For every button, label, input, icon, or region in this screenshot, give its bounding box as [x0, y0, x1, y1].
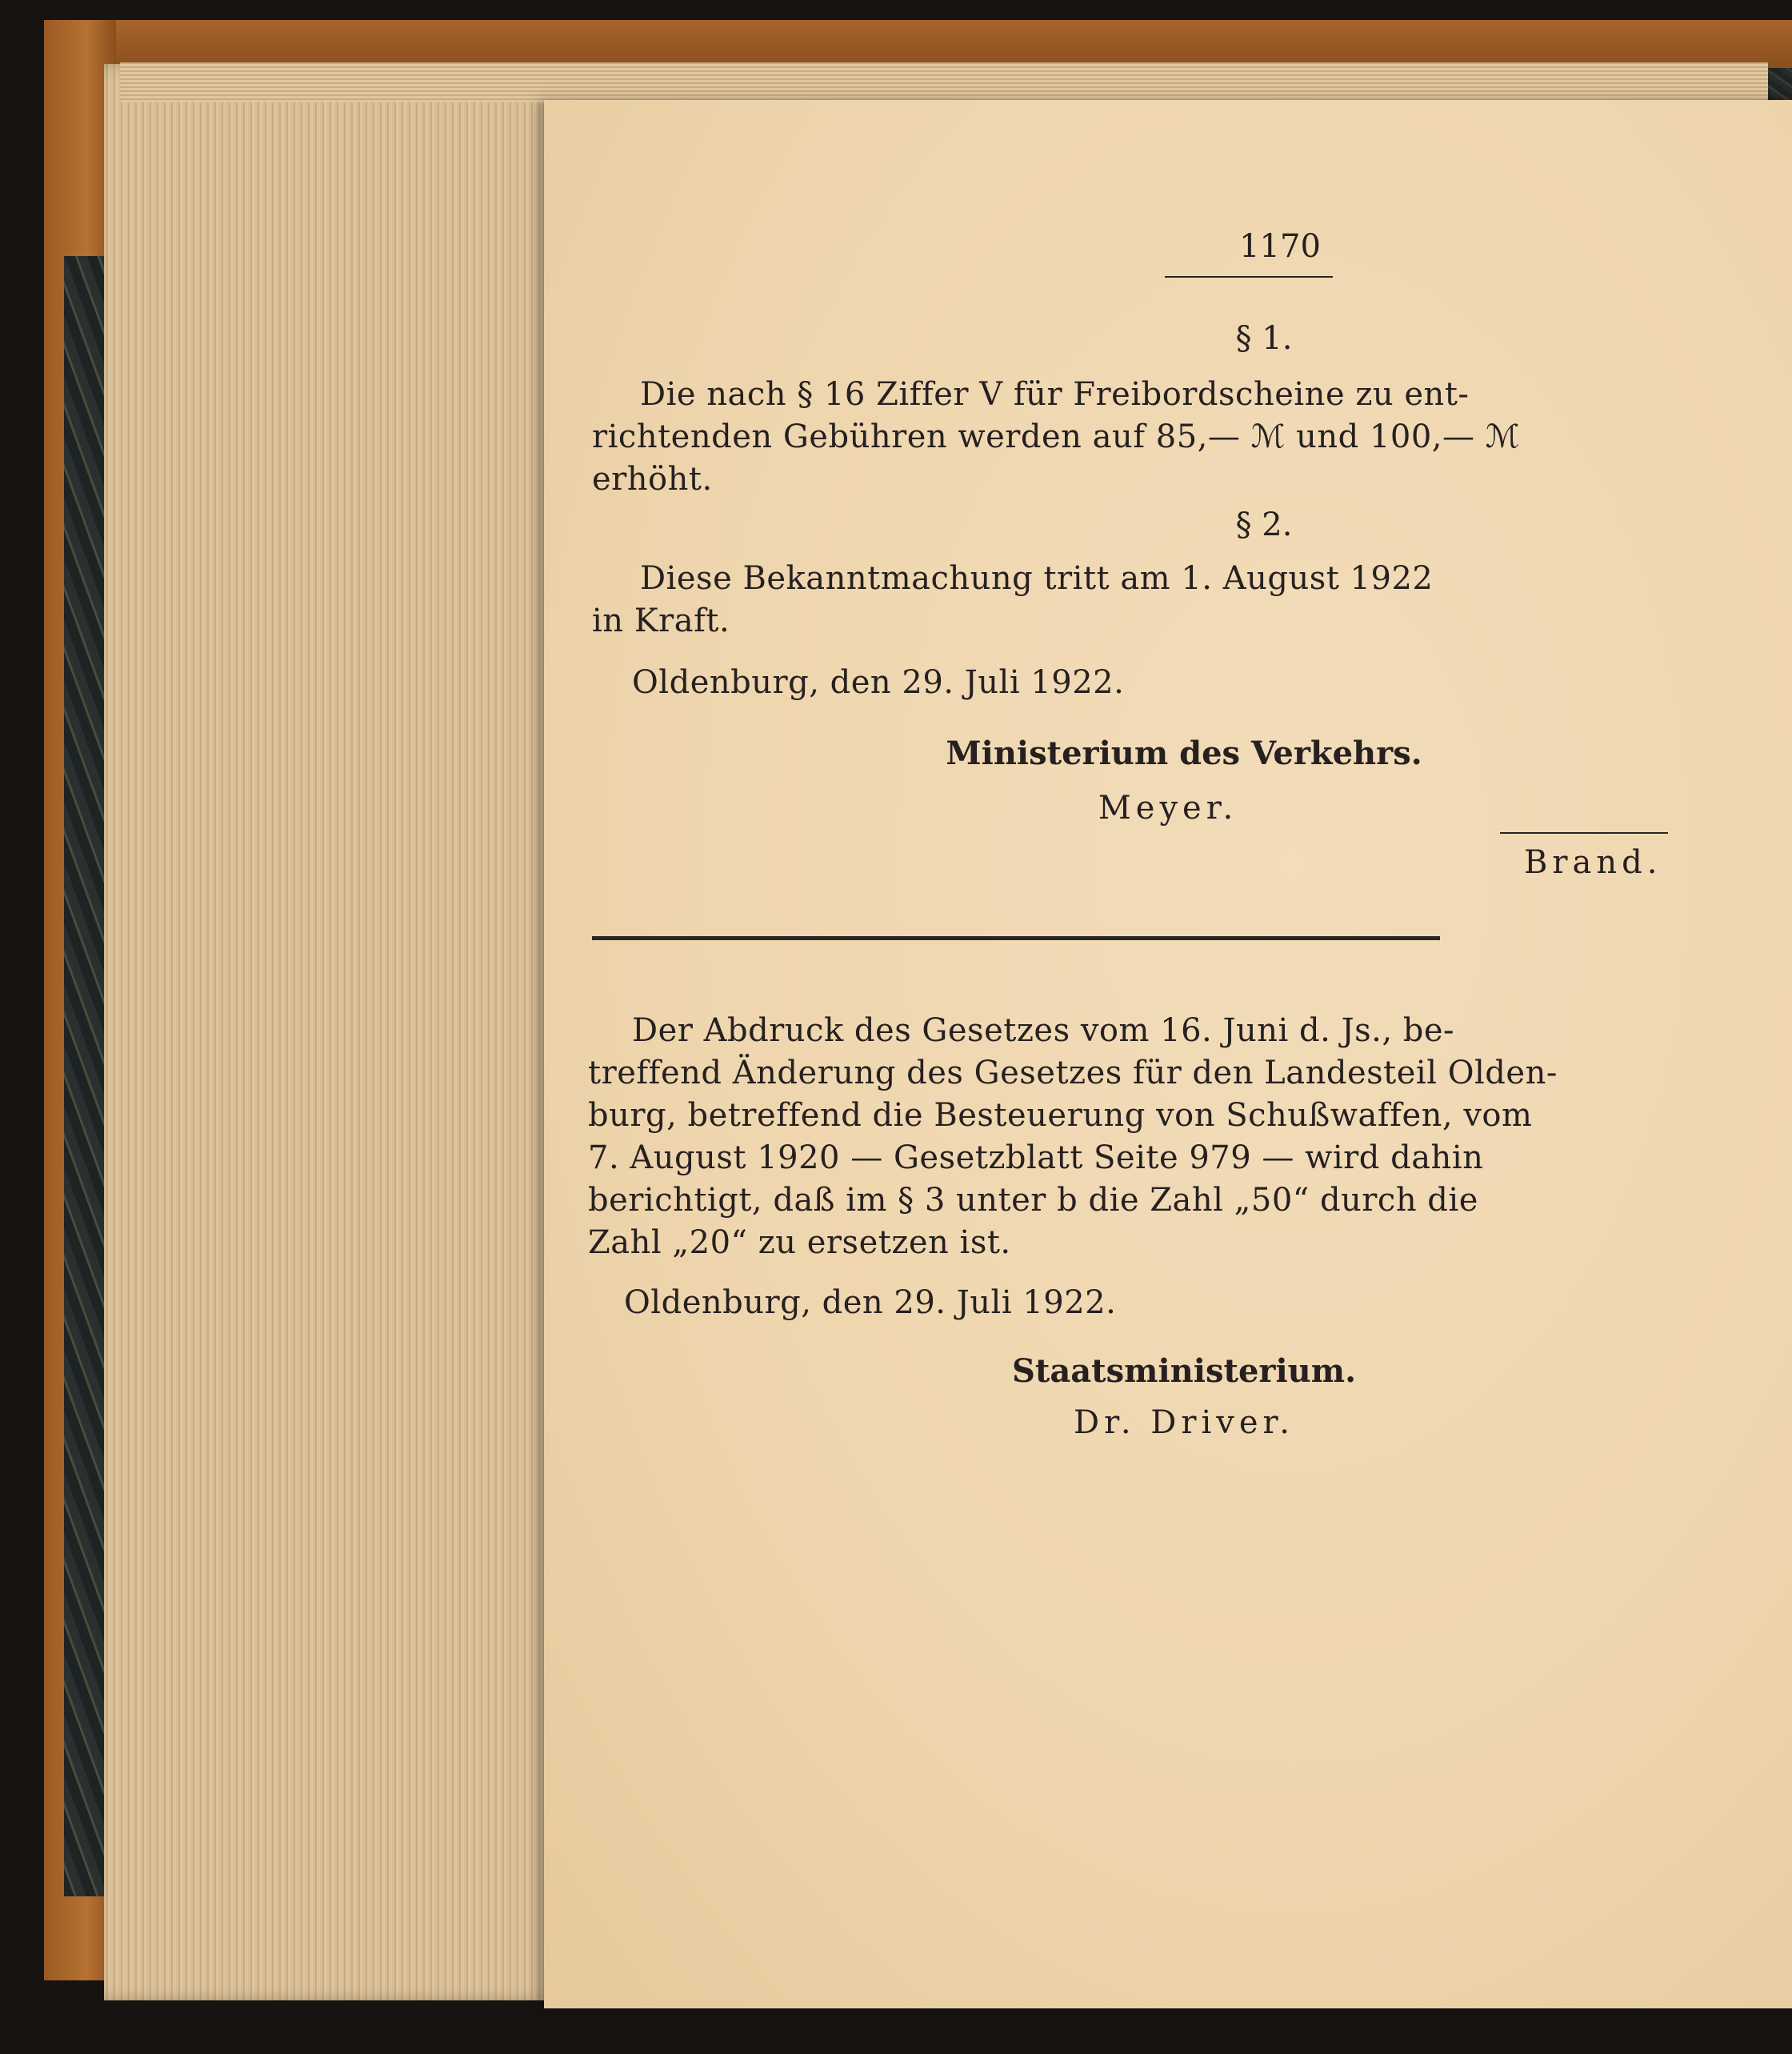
page-number-rule [1165, 276, 1333, 278]
notice-2-line-3: burg, betreffend die Besteuerung von Schußwaffen, vom [588, 1097, 1533, 1134]
notice-2-line-2: treffend Änderung des Gesetzes für den Landesteil Olden- [588, 1055, 1558, 1091]
notice-2-line-1: Der Abdruck des Gesetzes vom 16. Juni d. Js., be- [632, 1012, 1455, 1049]
leather-corner-top [44, 20, 1792, 68]
notice-2-authority: Staatsministerium. [1011, 1352, 1357, 1390]
notice-2-line-6: Zahl „20“ zu ersetzen ist. [588, 1224, 1011, 1261]
notice-2-signer: Dr. Driver. [1074, 1404, 1294, 1441]
section-1-heading: § 1. [1235, 320, 1293, 357]
notice-2-line-4: 7. August 1920 — Gesetzblatt Seite 979 — wird dahin [588, 1139, 1484, 1176]
section-1-line-2: richtenden Gebühren werden auf 85,— ℳ und 100,— ℳ [592, 418, 1520, 455]
notice-1-place-date: Oldenburg, den 29. Juli 1922. [632, 664, 1125, 701]
page-block-edges [104, 64, 552, 2000]
notice-1-signer-2: Brand. [1524, 844, 1662, 881]
notice-1-signer-1: Meyer. [1098, 790, 1238, 827]
section-separator [592, 936, 1440, 940]
book-page [544, 100, 1792, 2008]
section-2-heading: § 2. [1235, 506, 1293, 543]
section-2-line-1: Diese Bekanntmachung tritt am 1. August 1922 [640, 560, 1434, 597]
section-2-line-2: in Kraft. [592, 603, 730, 639]
section-1-line-1: Die nach § 16 Ziffer V für Freibordscheine zu ent- [640, 376, 1470, 413]
page-block-top-edges [120, 62, 1768, 102]
section-1-line-3: erhöht. [592, 461, 713, 498]
page-number: 1170 [1239, 228, 1321, 265]
signature-rule [1500, 832, 1668, 834]
notice-1-authority: Ministerium des Verkehrs. [946, 735, 1422, 772]
notice-2-line-5: berichtigt, daß im § 3 unter b die Zahl „50“ durch die [588, 1182, 1478, 1219]
notice-2-place-date: Oldenburg, den 29. Juli 1922. [624, 1284, 1117, 1321]
